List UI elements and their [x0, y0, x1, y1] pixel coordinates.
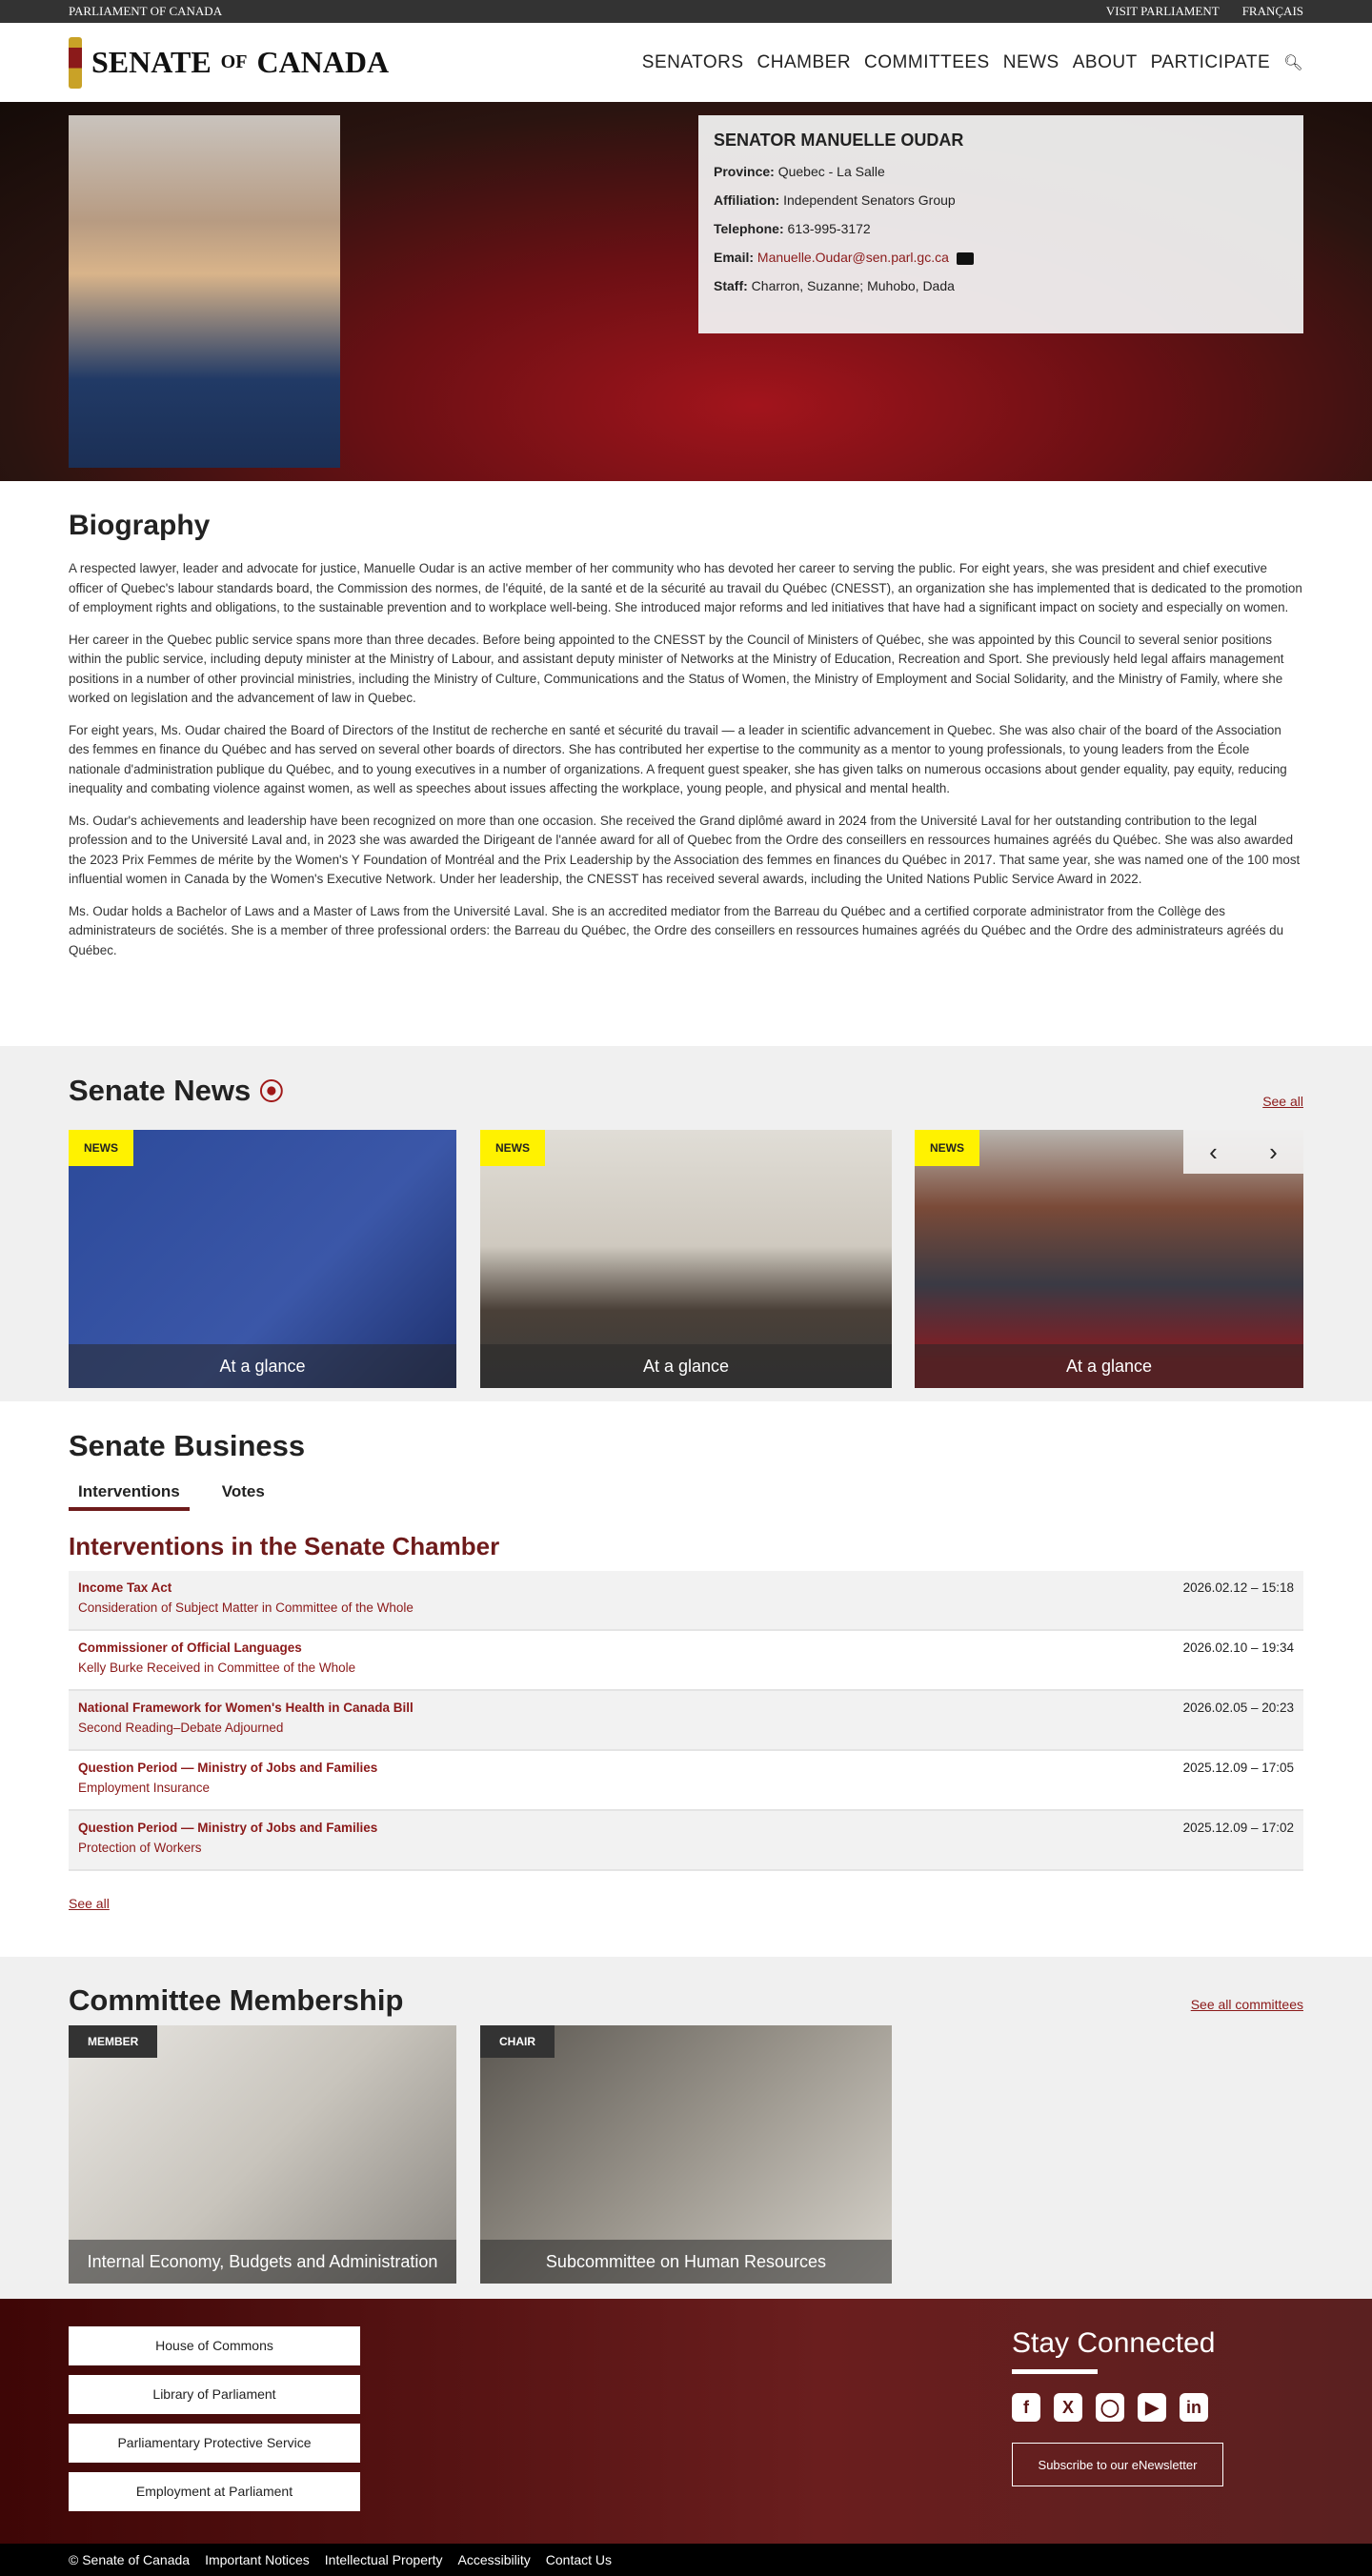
news-card[interactable]: NEWS At a glance — [480, 1130, 892, 1388]
parliament-bar — [0, 0, 1372, 23]
news-see-all[interactable]: See all — [1262, 1094, 1303, 1109]
footer-link-house-of-commons[interactable]: House of Commons — [69, 2326, 360, 2365]
intervention-row: Question Period — Ministry of Jobs and Families Protection of Workers 2025.12.09 – 17:02 — [69, 1811, 1303, 1871]
x-icon[interactable]: X — [1054, 2393, 1082, 2422]
copyright: © Senate of Canada — [69, 2552, 191, 2567]
senator-name: SENATOR MANUELLE OUDAR — [714, 131, 964, 150]
committee-card[interactable]: MEMBER Internal Economy, Budgets and Administration — [69, 2025, 456, 2284]
committees-see-all[interactable]: See all committees — [1190, 1997, 1303, 2012]
search-icon[interactable]: 🔍︎ — [1283, 54, 1303, 71]
tab-votes[interactable]: Votes — [221, 1482, 265, 1500]
important-notices-link[interactable]: Important Notices — [205, 2552, 310, 2567]
committee-title: Committee Membership — [69, 1983, 404, 2017]
divider — [1012, 2369, 1098, 2374]
carousel-controls — [1183, 1130, 1303, 1174]
province: Quebec - La Salle — [777, 164, 885, 179]
news-card[interactable]: NEWS At a glance — [69, 1130, 456, 1388]
contact-us-link[interactable]: Contact Us — [545, 2552, 613, 2567]
interventions-heading: Interventions in the Senate Chamber — [69, 1532, 500, 1560]
intervention-row: National Framework for Women's Health in Canada Bill Second Reading–Debate Adjourned 2026.02.05 – 20:23 — [69, 1691, 1303, 1751]
youtube-icon[interactable]: ▶ — [1138, 2393, 1166, 2422]
senator-info-card: SENATOR MANUELLE OUDAR Province: Quebec - La Salle Affiliation: Independent Senators Group Telephone: 613-995-3172 Email: Manuelle.Oudar@sen.parl.gc.ca Staff: Charron, Suzanne; Muhobo, Dada — [698, 115, 1303, 333]
nav-news[interactable]: NEWS — [1002, 51, 1059, 72]
nav-senators[interactable]: SENATORS — [641, 51, 744, 72]
biography-title: Biography — [69, 510, 211, 541]
bio-paragraph: Her career in the Quebec public service spans more than three decades. Before being appointed to the CNESST by the Council of Ministers of Québec, she was appointed by this Council to several senior positions within the public service, including deputy minister at the Ministry of Labour, and assistant deputy minister of Networks at the Ministry of Education, Recreation and Sport. She previously held legal affairs management positions in a number of other provincial ministries, including the Ministry of Culture, Communications and the Status of Women, the Ministry of Employment and Social Solidarity, and the Ministry of Family, where she worked on legislation and the advancement of law in Quebec. — [69, 632, 1284, 705]
contact-card-icon[interactable] — [957, 252, 974, 265]
intervention-row: Question Period — Ministry of Jobs and Families Employment Insurance 2025.12.09 – 17:05 — [69, 1751, 1303, 1811]
site-footer — [0, 2299, 1372, 2544]
nav-participate[interactable]: PARTICIPATE — [1150, 51, 1271, 72]
tab-interventions[interactable]: Interventions — [69, 1482, 190, 1511]
language-toggle[interactable]: FRANÇAIS — [1241, 4, 1303, 18]
chevron-right-icon[interactable]: › — [1269, 1137, 1278, 1166]
nav-chamber[interactable]: CHAMBER — [757, 51, 852, 72]
bio-paragraph: A respected lawyer, leader and advocate for justice, Manuelle Oudar is an active member of her community who has devoted her career to serving the public. For eight years, she was president and chief executive officer of Quebec's labour standards board, the Commission des normes, de l'équité, de la santé et de la sécurité au travail du Québec (CNESST), an organization she has implemented that is dedicated to the promotion of employment rights and obligations, to the sustainable prevention and to workplace well-being. She introduced major reforms and led initiatives that have had a significant impact on society and especially on women. — [69, 561, 1302, 614]
news-title: Senate News ⦿ — [69, 1074, 284, 1107]
committee-section — [0, 1957, 1372, 2299]
linkedin-icon[interactable]: in — [1180, 2393, 1208, 2422]
senator-photo — [69, 115, 340, 468]
interventions-see-all[interactable]: See all — [69, 1896, 110, 1911]
senate-logo[interactable]: SENATE OF CANADA — [69, 37, 389, 89]
footer-link-employment[interactable]: Employment at Parliament — [69, 2472, 360, 2511]
facebook-icon[interactable]: f — [1012, 2393, 1040, 2422]
visit-parliament-link[interactable]: VISIT PARLIAMENT — [1105, 4, 1220, 18]
nav-committees[interactable]: COMMITTEES — [864, 51, 990, 72]
bio-paragraph: For eight years, Ms. Oudar chaired the Board of Directors of the Institut de recherche en santé et sécurité du travail — a leader in scientific advancement in Quebec. She was also chair of the board of the Association des femmes en finance du Québec and has served on several other boards of directors. She has contributed her expertise to the community as a mentor to young professionals, to young leaders from the École nationale d'administration publique du Québec, and to young executives in a number of organizations. A frequent guest speaker, she has given talks on numerous occasions about gender equality, pay equity, reducing inequality and combating violence against women, as well as speeches about issues affecting the workplace, young people, and physical and mental health. — [69, 722, 1287, 795]
accessibility-link[interactable]: Accessibility — [457, 2552, 531, 2567]
telephone: 613-995-3172 — [787, 221, 871, 236]
footer-link-library[interactable]: Library of Parliament — [69, 2375, 360, 2414]
mace-icon — [69, 37, 82, 89]
news-card[interactable]: NEWS At a glance ‹ › — [915, 1130, 1303, 1388]
intervention-row: Commissioner of Official Languages Kelly Burke Received in Committee of the Whole 2026.02.10 – 19:34 — [69, 1631, 1303, 1691]
business-tabs — [69, 1482, 1303, 1511]
biography-section — [69, 510, 1303, 973]
interventions-list — [69, 1571, 1303, 1871]
intellectual-property-link[interactable]: Intellectual Property — [324, 2552, 443, 2567]
bio-paragraph: Ms. Oudar holds a Bachelor of Laws and a Master of Laws from the Université Laval. She is an accredited mediator from the Barreau du Québec and a certified corporate administrator from the Collège des administrateurs de sociétés. She is a member of three professional orders: the Barreau du Québec, the Ordre des conseillers en ressources humaines agréés du Québec and the Ordre des administrateurs agréés du Québec. — [69, 903, 1284, 957]
legal-bar — [0, 2544, 1372, 2576]
affiliation: Independent Senators Group — [783, 192, 956, 208]
nav-about[interactable]: ABOUT — [1072, 51, 1138, 72]
senate-chamber-banner — [0, 102, 1372, 481]
site-header — [0, 23, 1372, 102]
instagram-icon[interactable]: ◯ — [1096, 2393, 1124, 2422]
subscribe-button[interactable]: Subscribe to our eNewsletter — [1012, 2443, 1223, 2486]
email-link[interactable]: Manuelle.Oudar@sen.parl.gc.ca — [757, 250, 949, 265]
staff: Charron, Suzanne; Muhobo, Dada — [751, 278, 955, 293]
chevron-left-icon[interactable]: ‹ — [1209, 1137, 1218, 1166]
business-title: Senate Business — [69, 1429, 306, 1462]
stay-connected: Stay Connected f X ◯ ▶ in Subscribe to our eNewsletter — [1012, 2327, 1223, 2486]
rss-icon[interactable]: ⦿ — [258, 1077, 284, 1106]
intervention-row: Income Tax Act Consideration of Subject Matter in Committee of the Whole 2026.02.12 – 15:18 — [69, 1571, 1303, 1631]
parliament-link[interactable]: PARLIAMENT OF CANADA — [69, 4, 223, 18]
footer-link-protective-service[interactable]: Parliamentary Protective Service — [69, 2424, 360, 2463]
senate-news-section — [0, 1046, 1372, 1401]
bio-paragraph: Ms. Oudar's achievements and leadership have been recognized on more than one occasion. She received the Grand diplômé award in 2024 from the Université Laval for her outstanding contribution to the legal profession and to the Université Laval and, in 2023 she was awarded the Dirigeant de l'année award for all of Quebec from the Ordre des conseillers en ressources humaines agréés du Québec. She was also awarded the 2023 Prix Femmes de mérite by the Women's Y Foundation of Montréal and the Prix Leadership by the Association des femmes en finances du Québec in 2017. That same year, she was named one of the 100 most influential women in Canada by the Women's Executive Network. Under her leadership, the CNESST has received several awards, including the United Nations Public Service Award in 2022. — [69, 813, 1301, 886]
senate-business-section — [69, 1429, 1303, 1911]
main-nav — [642, 52, 1303, 73]
committee-card[interactable]: CHAIR Subcommittee on Human Resources — [480, 2025, 892, 2284]
